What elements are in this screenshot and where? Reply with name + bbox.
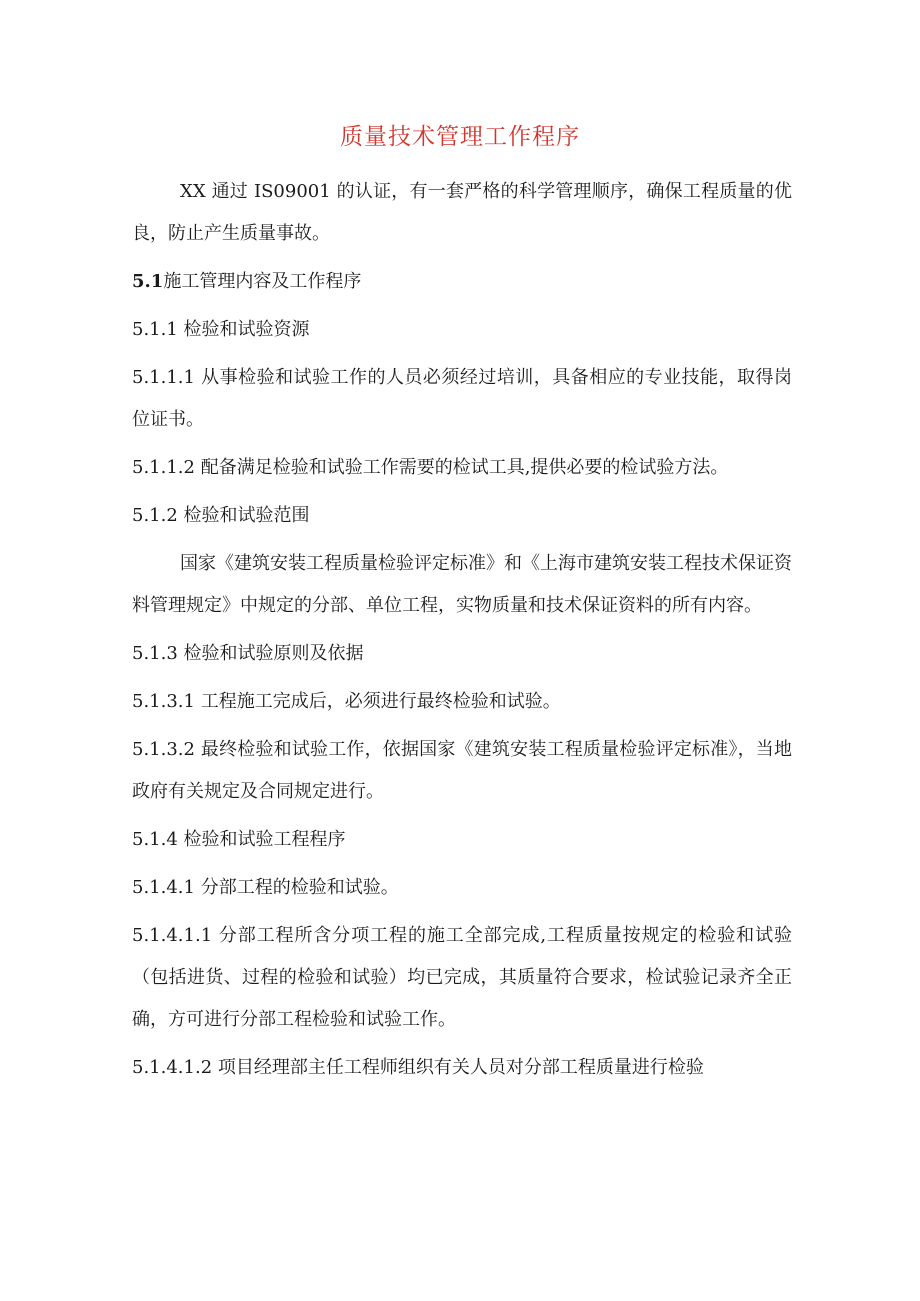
document-title: 质量技术管理工作程序 <box>340 124 580 150</box>
intro-paragraph: XX 通过 IS09001 的认证，有一套严格的科学管理顺序，确保工程质量的优良，防止产生质量事故。 <box>132 181 792 244</box>
section-heading-5-1-1: 5.1.1 检验和试验资源 <box>132 319 310 340</box>
document-body <box>132 171 792 1095</box>
paragraph-5-1-4-1-1: 5.1.4.1.1 分部工程所含分项工程的施工全部完成,工程质量按规定的检验和试验（包括进货、过程的检验和试验）均已完成，其质量符合要求，检试验记录齐全正确，方可进行分部工程检验和试验工作。 <box>132 925 792 1030</box>
section-title-5-1: 施工管理内容及工作程序 <box>163 271 362 292</box>
paragraph-5-1-2-body: 国家《建筑安装工程质量检验评定标准》和《上海市建筑安装工程技术保证资料管理规定》中规定的分部、单位工程，实物质量和技术保证资料的所有内容。 <box>132 553 792 616</box>
paragraph-5-1-4-1: 5.1.4.1 分部工程的检验和试验。 <box>132 877 399 898</box>
paragraph-5-1-3-1: 5.1.3.1 工程施工完成后，必须进行最终检验和试验。 <box>132 691 561 712</box>
section-heading-5-1 <box>132 261 792 303</box>
paragraph-5-1-1-2: 5.1.1.2 配备满足检验和试验工作需要的检试工具,提供必要的检试验方法。 <box>132 457 729 478</box>
section-heading-5-1-3: 5.1.3 检验和试验原则及依据 <box>132 643 364 664</box>
section-heading-5-1-2: 5.1.2 检验和试验范围 <box>132 505 310 526</box>
paragraph-5-1-1-1: 5.1.1.1 从事检验和试验工作的人员必须经过培训，具备相应的专业技能，取得岗位证书。 <box>132 367 792 430</box>
paragraph-5-1-3-2: 5.1.3.2 最终检验和试验工作，依据国家《建筑安装工程质量检验评定标准》，当地政府有关规定及合同规定进行。 <box>132 739 792 802</box>
section-number-5-1: 5.1 <box>132 271 164 292</box>
paragraph-5-1-4-1-2: 5.1.4.1.2 项目经理部主任工程师组织有关人员对分部工程质量进行检验 <box>132 1057 704 1078</box>
section-heading-5-1-4: 5.1.4 检验和试验工程程序 <box>132 829 346 850</box>
